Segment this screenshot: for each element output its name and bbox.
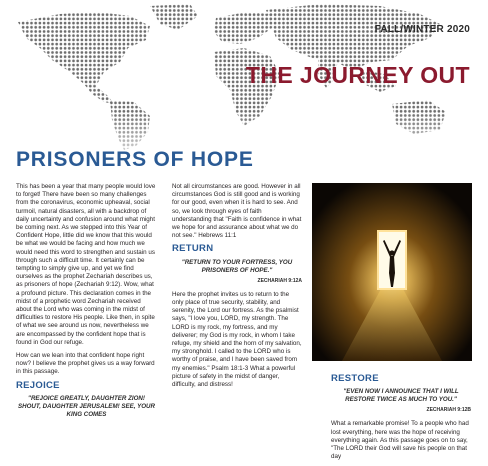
issue-season: FALL/WINTER 2020 bbox=[374, 24, 470, 35]
restore-body: What a remarkable promise! To a people who had lost everything, here was the hope of receiving everything again. As this passage goes on to say, "The LORD their God will save his people on that day bbox=[331, 420, 469, 461]
masthead-title: THE JOURNEY OUT bbox=[245, 62, 470, 88]
faith-paragraph: Not all circumstances are good. However in all circumstances God is still good and is working for our good, even when it is hard to see. And so, we look through eyes of faith understanding that "Faith is confidence in what we hope for and assurance about what we do not see." Hebrews 11:1 bbox=[172, 183, 302, 240]
doorway-light-photo bbox=[312, 183, 472, 361]
column-1 bbox=[16, 183, 157, 421]
intro-paragraph-1: This has been a year that many people would love to forget! There have been so many challenges from the coronavirus, economic upheaval, social turmoil, natural disasters, all with a backdrop of daily uncertainty and confusion around what might be coming next. As we stepped into this Year of Confident Hope, little did we know that this would be what we would be facing and how much we would need this word to strengthen and sustain us through such a difficult time. It certainly can be tempting to simply give up, and yet we find ourselves as the prophet Zechariah describes us, as prisoners of hope (Zechariah 9:12). Wow, what a profound picture. This declaration comes in the midst of a prophetic word Zechariah received about the Lord who was coming in the midst of difficulties to restore His people. Like then, in spite of what we see around us now, nevertheless we are encompassed by the confident hope that is found in God our refuge. bbox=[16, 183, 156, 346]
return-body: Here the prophet invites us to return to the only place of true security, stability, and serenity, the Lord our fortress. As the psalmist says, "I love you, LORD, my strength. The LORD is my rock, my fortress, and my deliverer; my God is my rock, in whom I take refuge, my shield and the horn of my salvation, my stronghold. I called to the LORD who is worthy of praise, and I have been saved from my enemies." Psalm 18:1-3 What a powerful picture of safety in the midst of danger, difficulty, and distress! bbox=[172, 290, 302, 389]
restore-quote: "EVEN NOW I ANNOUNCE THAT I WILL RESTORE TWICE AS MUCH TO YOU." bbox=[343, 388, 459, 404]
return-quote: "RETURN TO YOUR FORTRESS, YOU PRISONERS OF HOPE." bbox=[181, 258, 293, 274]
column-3 bbox=[331, 371, 471, 466]
return-heading: RETURN bbox=[172, 243, 214, 255]
column-2 bbox=[172, 183, 302, 394]
rejoice-quote: "REJOICE GREATLY, DAUGHTER ZION! SHOUT, DAUGHTER JERUSALEM! SEE, YOUR KING COMES bbox=[18, 394, 155, 418]
return-reference: ZECHARIAH 9:12A bbox=[257, 277, 302, 284]
restore-reference: ZECHARIAH 9:12B bbox=[426, 407, 471, 414]
rejoice-heading: REJOICE bbox=[16, 379, 60, 391]
intro-paragraph-2: How can we lean into that confident hope right now? I believe the prophet gives us a way forward in this passage. bbox=[16, 352, 155, 376]
article-title: PRISONERS OF HOPE bbox=[16, 148, 254, 171]
restore-heading: RESTORE bbox=[331, 373, 379, 384]
